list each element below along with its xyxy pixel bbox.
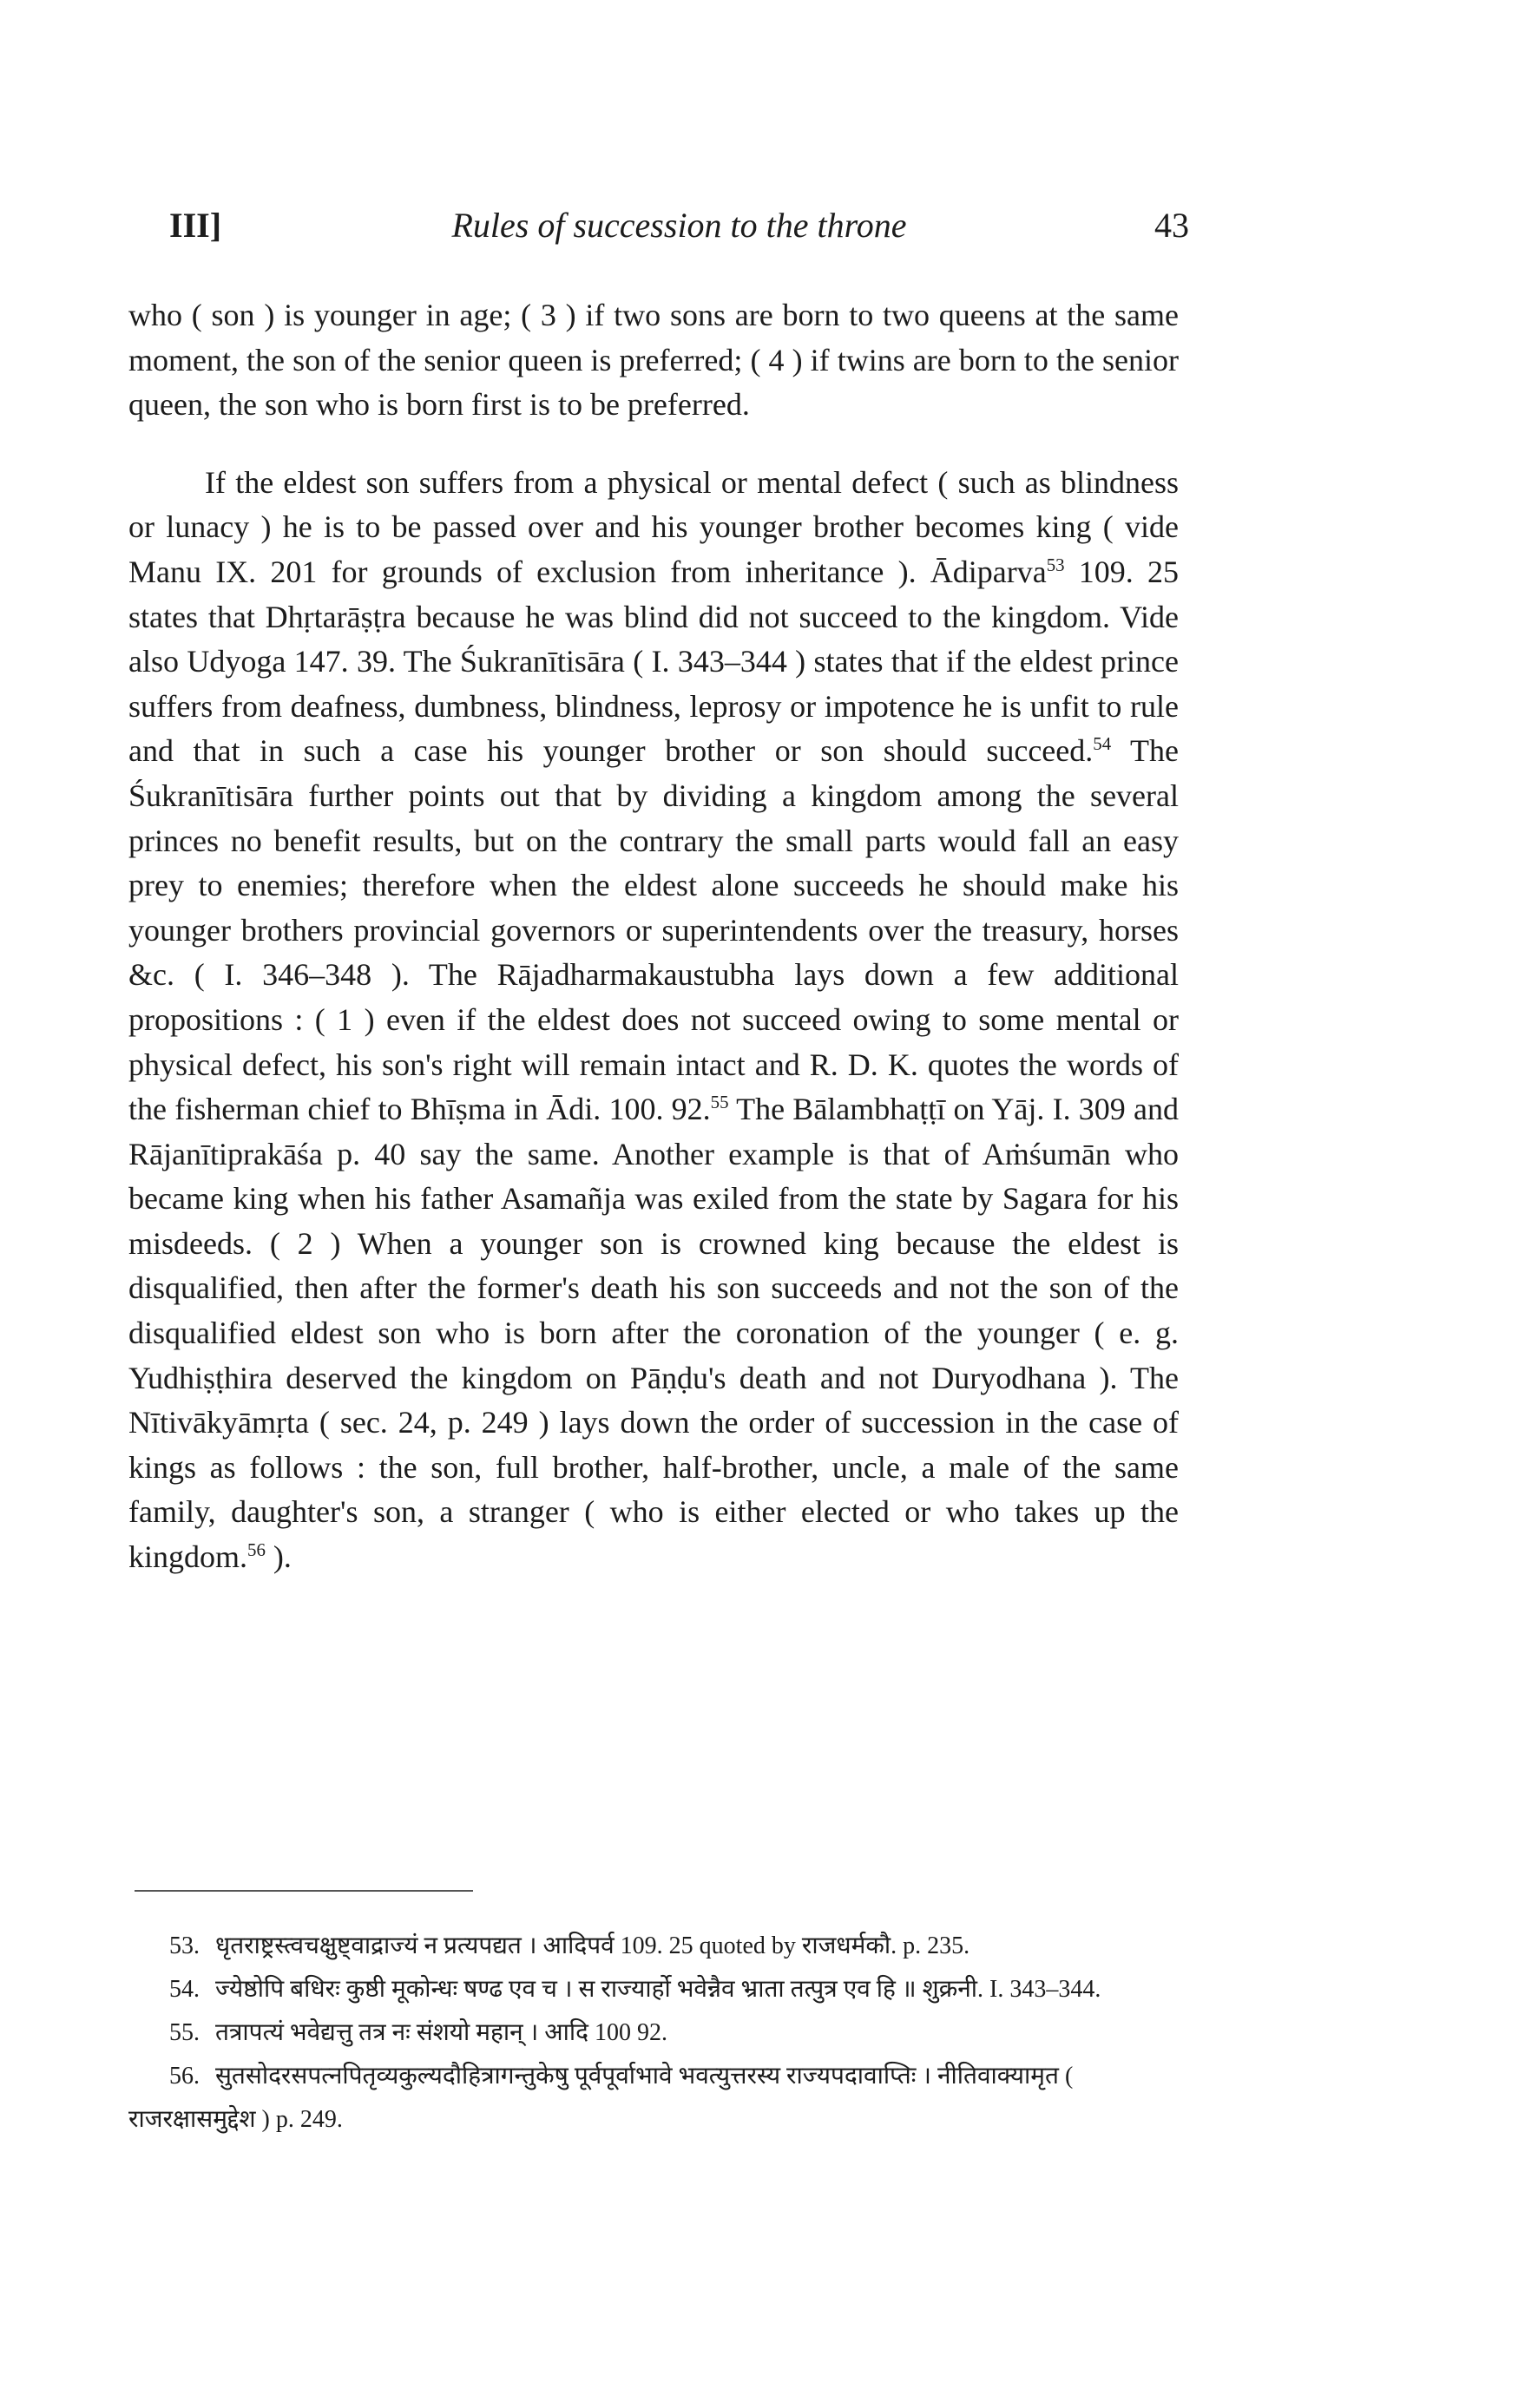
footnote-number: 56.	[169, 2063, 200, 2090]
footnote-number: 54.	[169, 1976, 200, 2003]
paragraph-2-part-e: ).	[265, 1539, 292, 1575]
footnote-55	[128, 2011, 1179, 2055]
footnote-text: धृतराष्ट्रस्त्वचक्षुष्ट्वाद्राज्यं न प्रत्यपद्यत । आदिपर्व 109. 25 quoted by राजधर्मकौ. p. 235.	[215, 1932, 970, 1959]
chapter-marker: III]	[169, 206, 222, 245]
running-header	[169, 205, 1189, 248]
footnote-54	[128, 1968, 1179, 2011]
footnote-text: ज्येष्ठोपि बधिरः कुष्ठी मूकोन्धः षण्ढ एव च । स राज्यार्हो भवेन्नैव भ्राता तत्पुत्र एव हि ॥ शुक्रनी. I. 343–344.	[215, 1976, 1101, 2003]
paragraph-2-part-d: The Bālambhaṭṭī on Yāj. I. 309 and Rājanītiprakāśa p. 40 say the same. Another example is that of Aṁśumān who became king when his father Asamañja was exiled from the state by Sagara for his misdeeds. ( 2 ) When a younger son is crowned king because the eldest is disqualified, then after the former's death his son succeeds and not the son of the disqualified eldest son who is born after the coronation of the younger ( e. g. Yudhiṣṭhira deserved the kingdom on Pāṇḍu's death and not Duryodhana ). The Nītivākyāmṛta ( sec. 24, p. 249 ) lays down the order of succession in the case of kings as follows : the son, full brother, half-brother, uncle, a male of the same family, daughter's son, a stranger ( who is either elected or who takes up the kingdom.	[128, 1092, 1179, 1575]
main-text	[128, 293, 1179, 1580]
footnote-text: तत्रापत्यं भवेद्यत्तु तत्र नः संशयो महान् । आदि 100 92.	[215, 2019, 667, 2046]
footnote-ref-55: 55	[710, 1092, 729, 1113]
footnote-ref-56: 56	[247, 1539, 266, 1561]
page-number: 43	[1154, 206, 1189, 245]
paragraph-2-part-c: The Śukranītisāra further points out that by dividing a kingdom among the several princes no benefit results, but on the contrary the small parts would fall an easy prey to enemies; therefore when the eldest alone succeeds he should make his younger brothers provincial governors or superintendents over the treasury, horses &c. ( I. 346–348 ). The Rājadharmakaustubha lays down a few additional propositions : ( 1 ) even if the eldest does not succeed owing to some mental or physical defect, his son's right will remain intact and R. D. K. quotes the words of the fisherman chief to Bhīṣma in Ādi. 100. 92.	[128, 733, 1179, 1127]
running-title: Rules of succession to the throne	[451, 206, 907, 245]
footnote-ref-54: 54	[1093, 733, 1112, 755]
footnote-56	[128, 2055, 1179, 2142]
footnote-ref-53: 53	[1046, 554, 1065, 575]
paragraph-2-part-a: If the eldest son suffers from a physical or mental defect ( such as blindness or lunacy ) he is to be passed over and his younger brother becomes king ( vide Manu IX. 201 for grounds of exclusion from inheritance ). Ādiparva	[128, 464, 1179, 589]
paragraph-2-part-b: 109. 25 states that Dhṛtarāṣṭra because he was blind did not succeed to the kingdom. Vide also Udyoga 147. 39. The Śukranītisāra ( I. 343–344 ) states that if the eldest prince suffers from deafness, dumbness, blindness, leprosy or impotence he is unfit to rule and that in such a case his younger brother or son should succeed.	[128, 554, 1180, 769]
footnote-text: सुतसोदरसपत्नपितृव्यकुल्यदौहित्रागन्तुकेषु पूर्वपूर्वाभावे भवत्युत्तरस्य राज्यपदावाप्तिः । नीतिवाक्यामृत ( राजरक्षासमुद्देश ) p. 249.	[128, 2063, 1074, 2133]
footnote-divider	[135, 1890, 473, 1892]
footnote-53	[128, 1925, 1179, 1968]
footnotes	[128, 1925, 1179, 2142]
paragraph-1: who ( son ) is younger in age; ( 3 ) if two sons are born to two queens at the same moment, the son of the senior queen is preferred; ( 4 ) if twins are born to the senior queen, the son who is born first is to be preferred.	[128, 298, 1179, 423]
paragraph-2	[128, 461, 1179, 1580]
footnote-number: 55.	[169, 2019, 200, 2046]
footnote-number: 53.	[169, 1932, 200, 1959]
